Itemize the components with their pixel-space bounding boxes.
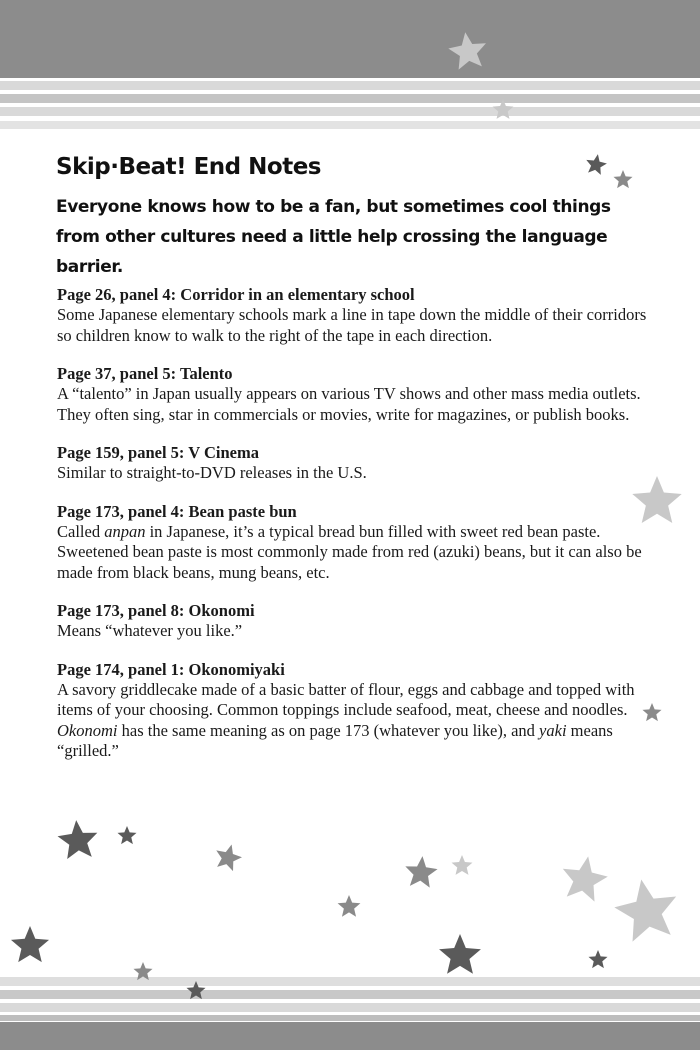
star-icon	[613, 170, 633, 190]
star-icon	[186, 981, 206, 1001]
star-icon	[609, 874, 685, 950]
note-heading: Page 173, panel 4: Bean paste bun	[57, 501, 297, 521]
note-heading: Page 26, panel 4: Corridor in an elementary school	[57, 285, 415, 304]
note-heading: Page 159, panel 5: V Cinema	[57, 443, 259, 462]
star-icon	[438, 934, 482, 978]
note-item	[57, 502, 657, 584]
note-item	[57, 285, 657, 346]
star-icon	[211, 841, 245, 875]
bottom-stripes	[0, 975, 700, 1022]
note-text: Called	[57, 521, 105, 541]
note-term: anpan	[104, 521, 146, 541]
star-icon	[556, 852, 612, 908]
top-band	[0, 0, 700, 78]
star-icon	[10, 926, 50, 966]
note-text: Means “whatever you like.”	[57, 621, 243, 640]
note-item	[57, 601, 657, 642]
note-text: A “talento” in Japan usually appears on various TV shows and other mass media outlets. They often sing, star in commercials or movies, write for magazines, or publish books.	[57, 384, 641, 424]
note-body	[57, 384, 657, 425]
page-subtitle: Everyone knows how to be a fan, but sometimes cool things from other cultures need a little help crossing the language barrier.	[56, 197, 611, 277]
star-icon	[492, 99, 514, 121]
note-body	[57, 522, 657, 584]
note-heading: Page 174, panel 1: Okonomiyaki	[57, 659, 285, 679]
note-text: means “grilled.”	[57, 720, 613, 760]
note-text: Some Japanese elementary schools mark a line in tape down the middle of their corridors so children know to walk to the right of the tape in each direction.	[57, 305, 647, 345]
bottom-band	[0, 1022, 700, 1050]
star-icon	[403, 855, 440, 892]
note-term: yaki	[539, 720, 567, 740]
note-body	[57, 463, 657, 484]
star-icon	[337, 895, 361, 919]
star-icon	[55, 818, 101, 864]
note-item	[57, 660, 657, 762]
note-text: has the same meaning as on page 173 (whatever you like), and	[117, 720, 540, 740]
star-icon	[117, 826, 137, 846]
note-body	[57, 680, 657, 762]
page-title: Skip·Beat! End Notes	[56, 154, 321, 180]
note-body	[57, 305, 657, 346]
note-text: in Japanese, it’s a typical bread bun filled with sweet red bean paste. Sweetened bean paste is most commonly made from red (azuki) beans, but it can also be made from black beans, mung beans, etc.	[57, 521, 642, 582]
star-icon	[451, 855, 473, 877]
notes-list	[57, 285, 657, 780]
note-item	[57, 443, 657, 484]
note-heading: Page 173, panel 8: Okonomi	[57, 601, 255, 620]
note-text: Similar to straight-to-DVD releases in the U.S.	[57, 463, 367, 482]
star-icon	[445, 29, 490, 74]
note-text: A savory griddlecake made of a basic batter of flour, eggs and cabbage and topped with items of your choosing. Common toppings include seafood, meat, cheese and noodles.	[57, 679, 635, 719]
star-icon	[583, 152, 608, 177]
note-body	[57, 621, 657, 642]
note-item	[57, 364, 657, 425]
top-stripes	[0, 78, 700, 134]
star-icon	[133, 962, 153, 982]
star-icon	[588, 950, 608, 970]
note-heading: Page 37, panel 5: Talento	[57, 364, 233, 383]
note-term: Okonomi	[57, 720, 118, 740]
